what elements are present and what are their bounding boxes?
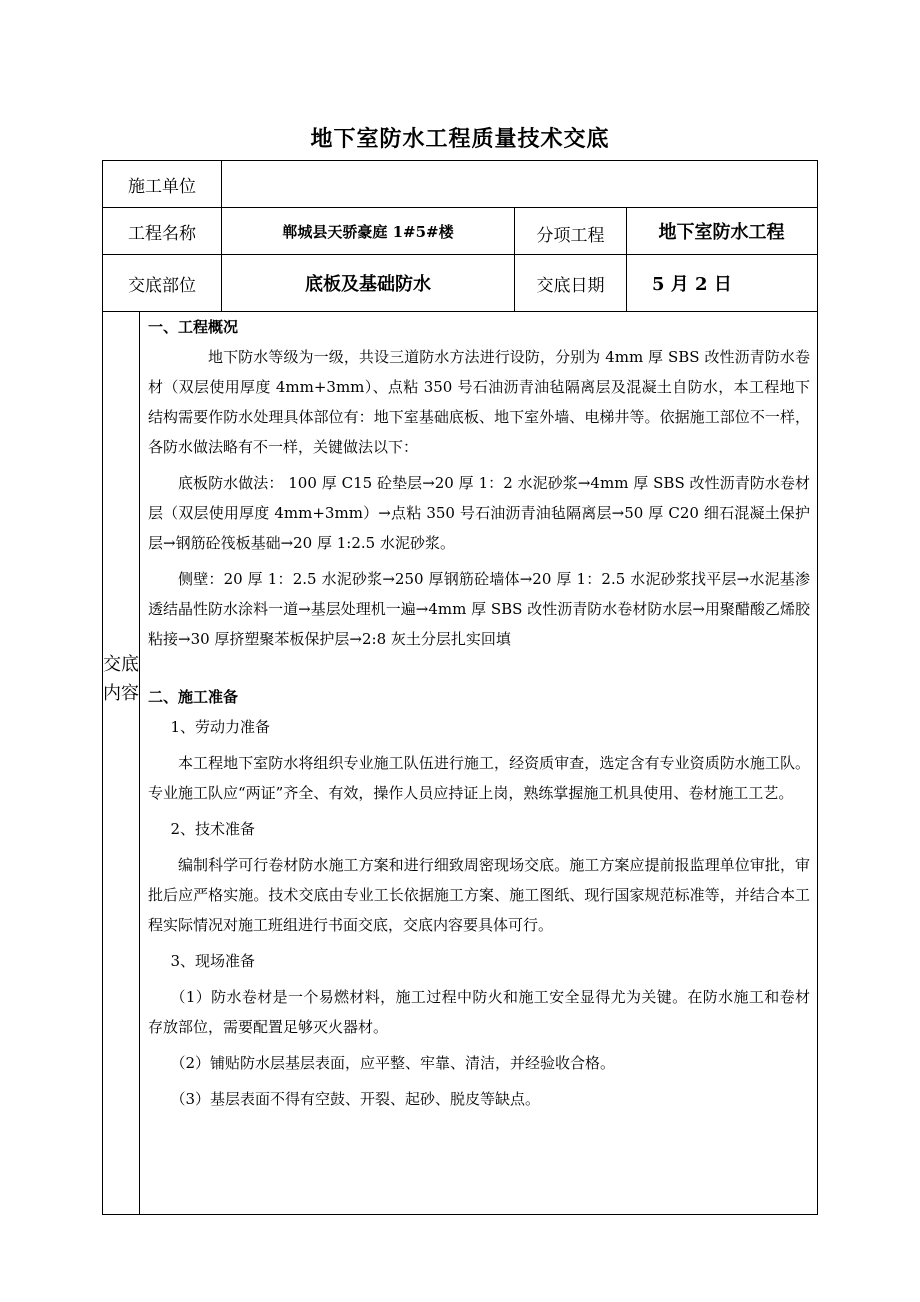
project-name-value: 郸城县天骄豪庭 1#5#楼 (282, 222, 454, 241)
project-name-label: 工程名称 (128, 223, 196, 244)
section-heading: 二、施工准备 (148, 688, 239, 706)
subheading: 3、现场准备 (170, 952, 256, 970)
disclosure-date-value: 5 月 2 日 (652, 274, 732, 295)
disclosure-part-value: 底板及基础防水 (305, 274, 431, 295)
section-heading: 一、工程概况 (148, 318, 239, 336)
page-title: 地下室防水工程质量技术交底 (310, 126, 610, 152)
paragraph: 编制科学可行卷材防水施工方案和进行细致周密现场交底。施工方案应提前报监理单位审批，审批后应严格实施。技术交底由专业工长依据施工方案、施工图纸、现行国家规范标准等，并结合本工程实际情况对施工班组进行书面交底，交底内容要具体可行。 (148, 856, 810, 934)
paragraph: 底板防水做法： 100 厚 C15 砼垫层→20 厚 1：2 水泥砂浆→4mm 厚 SBS 改性沥青防水卷材层（双层使用厚度 4mm+3mm）→点粘 350 号石油沥青油毡隔离层→50 厚 C20 细石混凝土保护层→钢筋砼筏板基础→20 厚 1:2.5 水泥砂浆。 (148, 474, 810, 552)
paragraph: 侧壁：20 厚 1：2.5 水泥砂浆→250 厚钢筋砼墙体→20 厚 1：2.5 水泥砂浆找平层→水泥基渗透结晶性防水涂料一道→基层处理机一遍→4mm 厚 SBS 改性沥青防水卷材防水层→用聚醋酸乙烯胶粘接→30 厚挤塑聚苯板保护层→2:8 灰土分层扎实回填 (148, 570, 810, 648)
paragraph: 地下防水等级为一级，共设三道防水方法进行设防，分别为 4mm 厚 SBS 改性沥青防水卷材（双层使用厚度 4mm+3mm）、点粘 350 号石油沥青油毡隔离层及混凝土自防水，本工程地下结构需要作防水处理具体部位有：地下室基础底板、地下室外墙、电梯井等。依据施工部位不一样，各防水做法略有不一样，关键做法以下： (148, 348, 810, 456)
disclosure-content (148, 312, 810, 1114)
construction-unit-label: 施工单位 (128, 176, 196, 197)
content-side-label: 交底内容 (103, 654, 139, 704)
construction-unit-value (222, 161, 816, 207)
list-item: （1）防水卷材是一个易燃材料，施工过程中防火和施工安全显得尤为关键。在防水施工和卷材存放部位，需要配置足够灭火器材。 (148, 988, 810, 1036)
subheading: 1、劳动力准备 (170, 718, 271, 736)
disclosure-date-label: 交底日期 (536, 275, 605, 296)
subheading: 2、技术准备 (170, 820, 256, 838)
paragraph: 本工程地下室防水将组织专业施工队伍进行施工，经资质审查，选定含有专业资质防水施工队。专业施工队应“两证”齐全、有效，操作人员应持证上岗，熟练掌握施工机具使用、卷材施工工艺。 (148, 754, 810, 802)
sub-project-label: 分项工程 (536, 225, 605, 246)
sub-project-value: 地下室防水工程 (658, 222, 785, 243)
list-item: （3）基层表面不得有空鼓、开裂、起砂、脱皮等缺点。 (170, 1090, 541, 1108)
disclosure-part-label: 交底部位 (128, 275, 196, 296)
list-item: （2）铺贴防水层基层表面，应平整、牢靠、清洁，并经验收合格。 (170, 1054, 616, 1072)
column-divider (139, 311, 140, 1215)
